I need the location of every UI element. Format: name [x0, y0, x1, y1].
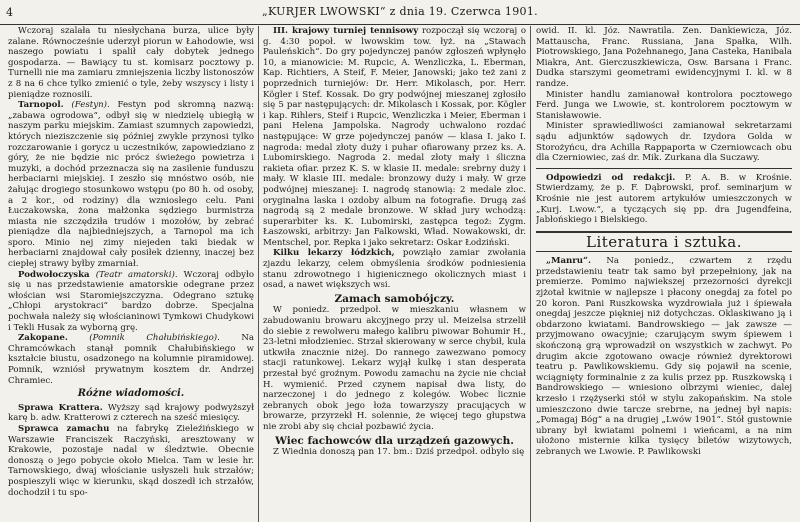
article-text: na fabrykę Zieleźińskiego w Warszawie Franciszek Raczyński, aresztowany w Krakowie, pozostaje nadal w śledztwie. Obecnie donoszą o jego pobycie około Mielca. Tam w lesie hr. Tarnowskiego, dwaj włościanie usłyszeli huk strzałów; pospieszyli więc w kierunku, skąd doszedł ich strzałów, dochodził i tu spo-	[8, 423, 254, 498]
article-paragraph: Minister sprawiedliwości zamianował sekretarzami sądu adjunktów sądowych dr. Izydora Golda w Storożyńcu, dra Achilla Rappaporta w Czerniowcach obu dla Czerniowiec, zaś dr. Mik. Zurkana dla Suczawy.	[536, 121, 792, 164]
article-heading: Zamach samobójczy.	[334, 292, 455, 305]
masthead-title: „KURJER LWOWSKI“ z dnia 19. Czerwca 1901.	[262, 5, 538, 18]
article-text: Festyn pod skromną nazwą: „zabawa ogrodowa“, odbył się w niedzielę ubiegłą w naszym parku miejskim. Zamiast szumnych zapowiedzi, których nieziszczenie się później zwykle przynosi tylko rozczarowanie i gorycz u uczestników, zapowiedziano z góry, że nie będzie nic prócz świeżego powietrza i muzyki, a dochód przeznacza się na zasilenie funduszu herbaciarni miejskiej. I zeszło się mnóstwo osób, nie żałując drogiego stosunkowo wstępu (po 80 h. od osoby, a 2 kor., od rodziny) dla wzniosłego celu. Pani Łuczakowska, żona małżonka sędziego burmistrza miasta nie szczędziła trudów i mozołów, by zebrać pieniądze dla najbiedniejszych, a Tarnopol ma ich sporo. Minio nej zimy niejeden taki biedak w herbaciarni znajdował cały posiłek dzienny, inaczej bez ciepłej strawy byłby zmarniał.	[8, 100, 254, 270]
column-divider	[530, 26, 531, 522]
article-heading: Zakopane.	[18, 333, 68, 344]
article-subheading: (Pomnik Chałubińskiego).	[89, 333, 220, 344]
article-text: Na poniedz., czwartem z rzędu przedstawieniu teatr tak samo był przepełniony, jak na premierze. Pomimo najwiekszej przezorności dyrekcji zjżotał kwitnie w najlepsze i płacony onegdaj za fotel po 20 koron. Pani Ruszkowska wyzdrowiała już i śpiewała onegdaj jeszcze piękniej niż dotychczas. Oklaskiwano ją i obdarzono kwiatami. Bandrowskiego — jak zawsze — przyjmowano owacyjnie; czarującym swym śpiewem i skończoną grą wprowadził on wszystkich w zachwyt. Po drugim akcie zgotowano owacje również dyrektorowi teatru p. Pawlikowskiemu. Gdy się pojawił na scenie, wciągnięty forminalnie z za kulis przez pp. Ruszkowską i Bandrowskiego — wniesiono olbrzymi wieniec, dalej krzesło i rzężyserki stół w stylu zakopańskim. Na stole umieszczono dwie tarcze srebrne, na jednej był napis: „Pomagaj Bóg“ a na drugiej „Lwów 1901“. Stół gustownie ubrany był kwiatami polnemi i wieńcami, a na nim ułożono misternie kilka tysięcy biletów wizytowych, zebranych we Lwowie. P. Pawlikowski	[536, 256, 792, 457]
article-heading: Wiec fachowców dla urządzeń gazowych.	[275, 434, 514, 447]
column-divider	[258, 26, 259, 522]
article-text: powziąło zamiar zwołania zjazdu lekarzy, celem obmyślenia środków podniesienia stanu zdrowotnego i higienicznego okolicznych miast i osad, a nawet większych wsi.	[263, 248, 526, 291]
column-middle	[263, 26, 526, 522]
article-subheading: (Teatr amatorski).	[95, 269, 178, 280]
article-zamach	[8, 424, 254, 498]
article-podwoloczyska	[8, 270, 254, 334]
article-text: Z Wiednia donoszą pan 17. bm.: Dziś przedpoł. odbyło się	[273, 447, 525, 458]
article-heading: Kilku lekarzy łódzkich,	[273, 248, 395, 259]
article-lekarze	[263, 248, 526, 290]
article-heading: Tarnopol.	[18, 100, 64, 111]
article-text: Wyższy sąd krajowy podwyższył karę b. adw. Kratterowi z czterech na sześć miesięcy.	[8, 402, 254, 424]
article-redakcja	[536, 173, 792, 226]
column-left	[8, 26, 254, 522]
section-heading: Różne wiadomości.	[77, 388, 185, 400]
section-rule	[536, 168, 792, 169]
article-heading: III. krajowy turniej tennisowy	[273, 26, 419, 36]
article-text: Na Chramcówkach stanął pomnik Chałubińskiego w kształcie biustu, osadzonego na kolumnie piramidowej. Pomnik, wzniósł prywatnym kosztem dr. Andrzej Chramiec.	[8, 333, 254, 386]
article-tennis	[263, 26, 526, 248]
article-text: rozpoczął się wczoraj o g. 4:30 popoł. w lwowskim tow. łyż. na „Stawach Pauleńskich“. Do gry pojedynczej panów zgłoszeń wpłynęło 10, a mianowicie: M. Rupcic, A. Wenzliczka, L. Eberman, Kap. Richtiers, A Steif, F. Meier, Janowski; jako też zani z poprzednich turniejów: Dr. Herr. Mikolasch, por. Herr. Kögler i Stef. Kossak. Do gry podwójnej mieszanej zgłosiło się 5 par następujących: dr. Mikolasch i Kossak, por. Kögler i kap. Rihlers, Steif i Rupcic, Wenzliczka i Meier, Eberman i pani Helena Jampolska. Nagrody uchwalono rozdać następujące: W grze pojedynczej panów — klasa I. jako I. nagroda: medal złoty duży i puhar ofiarowany przez ks. A. Lubomirskiego. Nagroda 2. medal złoty mały i śliczna rakieta ofiar. przez K. S. w klasie II. medale: srebrny duży i mały. W klasie III. medale: bronzowy duży i mały. W grze podwójnej mieszanej: I. nagrodę stanowią: 2 medale złoc. oryginalna laska i ozdoby album na fotografie. Drugą zaś nagrodą są 2 medale bronzowe. W skład jury wchodzą: superarbiter ks. K. Lubomirski, zastępca tegoż: Zygm. Łaszowski, arbitrzy: Jan Falkowski, Wład. Nowakowski, dr. Mentschel, por. Repka i jako sekretarz: Oskar Łodziński.	[263, 26, 526, 248]
article-text: Wczoraj odbyło się u nas przedstawienie amatorskie odegrane przez włościan wsi Staromiejszczyzna. Odegrano sztukę „Chłopi arystokraci“ bardzo dobrze. Specjalna pochwała należy się włościaninowi Tymkowi Chudykowi i Tekli Husak za wyborną grę.	[8, 269, 254, 333]
article-heading: Odpowiedzi od redakcji.	[546, 172, 676, 183]
article-paragraph: Wczoraj szalała tu niesłychana burza, ulice były zalane. Równocześnie uderzył piorun w Łahodowie, wsi naszego powiatu i spalił cały dobytek jednego gospodarza. — Bawiący tu st. komisarz pocztowy p. Turnelli nie ma zamiaru zmniejszenia liczby listonoszów z 8 na 6 chce tylko zmienić o tyle, żeby wszyscy i listy i pieniądze roznosili.	[8, 26, 254, 100]
article-heading: „Manru“.	[546, 256, 591, 267]
article-tarnopol	[8, 100, 254, 270]
page-header	[0, 0, 800, 24]
article-text: W poniedz. przedpoł. w mieszkaniu własnem w zabudowaniu browaru akcyjnego przy ul. Meizelsa strzelił do siebie z rewolweru małego kalibru piwowar Bohumir H., 23-letni młodzieniec. Strzał skierowany w serce chybił, kula utkwiła znacznie niżej. Do rannego zawezwano pomocy stacji ratunkowej. Lekarz wyjął kulkę i stan desperata przestał być groźnym. Powodu zamachu na życie nie chciał H. wymienić. Przed czynem napisał dwa listy, do narzeczonej i do jednego z kolegów. Wobec licznie zebranych obok jego łoża towarzyszy pracujących w browarze, przyrzekł H. solennie, że więcej tego głupstwa nie zrobi aby się chciał pozbawić życia.	[263, 305, 526, 432]
page-number: 4	[6, 6, 13, 19]
article-heading: Sprawca zamachu	[18, 423, 110, 434]
header-rule	[0, 24, 800, 25]
article-heading: Podwołoczyska	[18, 269, 90, 280]
article-text: P. A. B. w Krośnie. Stwierdzamy, że p. F. Dąbrowski, prof. seminarjum w Krośnie nie jest autorem artykułów umieszczonych w „Kurj. Lwow.“, a tyczących się pp. dra Jugendfeina, Jabłońskiego i Bielskiego.	[536, 172, 792, 226]
article-subheading: (Festyn).	[71, 100, 110, 111]
article-kratter	[8, 403, 254, 424]
article-manru	[536, 256, 792, 457]
article-zakopane	[8, 333, 254, 386]
article-heading: Sprawa Krattera.	[18, 402, 103, 413]
section-rule	[536, 251, 792, 252]
article-paragraph: Minister handlu zamianował kontrolora pocztowego Ferd. Junga we Lwowie, st. kontrolorem pocztowym w Stanisławowie.	[536, 89, 792, 121]
section-title: Literatura i sztuka.	[585, 232, 742, 251]
column-right	[536, 26, 792, 522]
article-paragraph: owid. II. kl. Józ. Nawratila. Zen. Dankiewicza, Józ. Mattauscha, Franc. Russiana, Jana Spałka, Wilh. Piotrowskiego, Jana Pożehnanego, Jana Casteka, Hanibala Miakra, Ant. Gierczuszkiewicza, Osw. Barsana i Franc. Dudka starszymi geometrami ewidencyjnymi I. kl. w 8 randze.	[536, 26, 792, 89]
